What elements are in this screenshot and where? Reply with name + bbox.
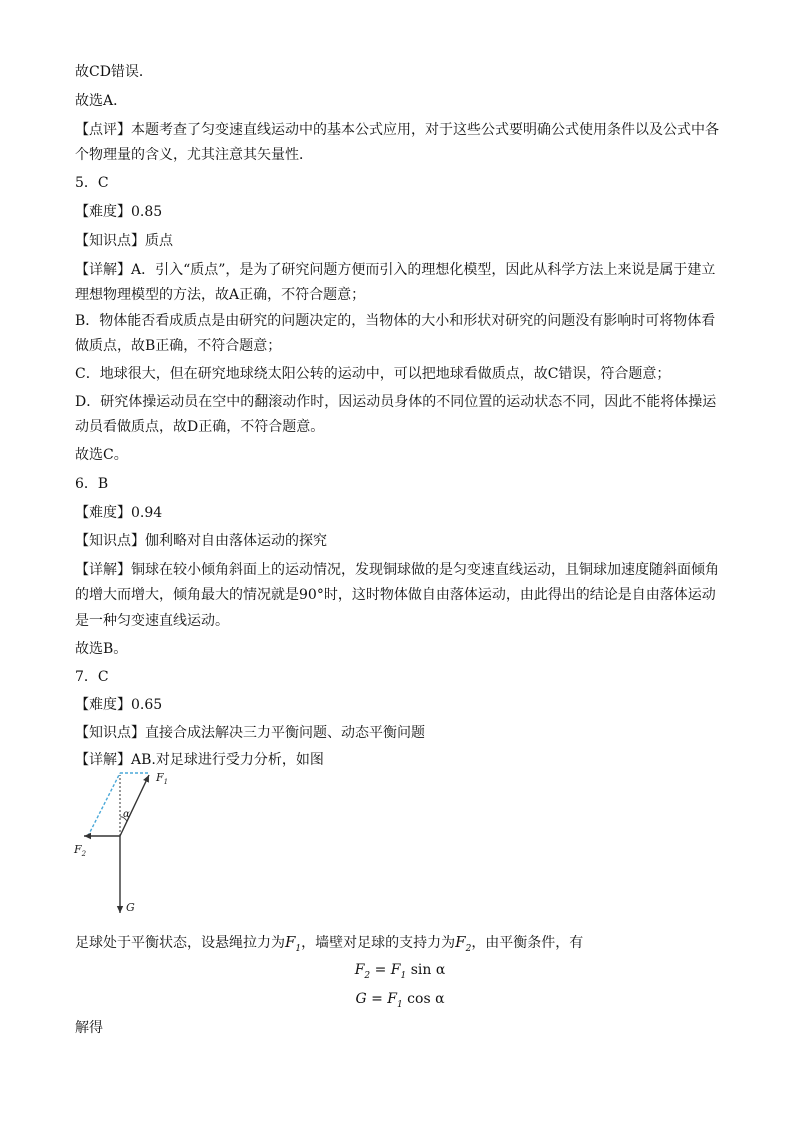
equilibrium-statement bbox=[75, 932, 715, 959]
statement-part1: 足球处于平衡状态，设悬绳拉力为 bbox=[75, 935, 285, 951]
statement-part3: ，由平衡条件，有 bbox=[471, 935, 584, 951]
text-line: 是一种匀变速直线运动。 bbox=[75, 613, 229, 629]
force-diagram bbox=[72, 765, 182, 917]
question-answer: 7．C bbox=[75, 669, 109, 685]
question-answer: 6．B bbox=[75, 476, 109, 492]
text-line: 故选C。 bbox=[75, 447, 128, 463]
var-f2: $F_2$ bbox=[455, 933, 472, 954]
text-line: 做质点，故B正确，不符合题意； bbox=[75, 338, 282, 354]
label-g: G bbox=[126, 901, 135, 914]
label-f1: $F_1$ bbox=[156, 771, 169, 786]
equation-1: $F_2 = F_1$ sin α bbox=[354, 962, 446, 981]
force-f1-arrow bbox=[120, 775, 149, 836]
text-line: 【详解】铜球在较小倾角斜面上的运动情况，发现铜球做的是匀变速直线运动，且铜球加速度随斜面倾角 bbox=[75, 562, 719, 578]
knowledge-point-line: 【知识点】伽利略对自由落体运动的探究 bbox=[75, 533, 327, 549]
var-f1: $F_1$ bbox=[285, 933, 302, 954]
text-line: 的增大而增大，倾角最大的情况就是90°时，这时物体做自由落体运动，由此得出的结论是自由落体运动 bbox=[75, 587, 716, 603]
label-f2: $F_2$ bbox=[74, 843, 87, 858]
text-line: D．研究体操运动员在空中的翻滚动作时，因运动员身体的不同位置的运动状态不同，因此不能将体操运 bbox=[75, 394, 717, 410]
text-line: 动员看做质点，故D正确，不符合题意。 bbox=[75, 419, 325, 435]
text-line: 【点评】本题考查了匀变速直线运动中的基本公式应用，对于这些公式要明确公式使用条件以及公式中各 bbox=[75, 122, 719, 138]
text-line: 故选A． bbox=[75, 93, 128, 109]
text-line: 解得 bbox=[75, 1020, 103, 1036]
text-line: 个物理量的含义，尤其注意其矢量性． bbox=[75, 147, 313, 163]
difficulty-line: 【难度】0.85 bbox=[75, 204, 163, 220]
text-line: 故选B。 bbox=[75, 641, 128, 657]
difficulty-line: 【难度】0.94 bbox=[75, 505, 163, 521]
text-line: 理想物理模型的方法，故A正确，不符合题意； bbox=[75, 287, 366, 303]
text-line: 【详解】AB.对足球进行受力分析，如图 bbox=[75, 752, 324, 768]
knowledge-point-line: 【知识点】直接合成法解决三力平衡问题、动态平衡问题 bbox=[75, 725, 425, 741]
question-answer: 5．C bbox=[75, 175, 109, 191]
knowledge-point-line: 【知识点】质点 bbox=[75, 233, 173, 249]
text-line: 故CD错误． bbox=[75, 64, 153, 80]
text-line: 【详解】A．引入“质点”，是为了研究问题方便而引入的理想化模型，因此从科学方法上来说是属于建立 bbox=[75, 262, 716, 278]
label-alpha: α bbox=[123, 809, 130, 820]
equation-2: $G = F_1$ cos α bbox=[355, 991, 445, 1010]
difficulty-line: 【难度】0.65 bbox=[75, 697, 163, 713]
text-line: C．地球很大，但在研究地球绕太阳公转的运动中，可以把地球看做质点，故C错误，符合题意； bbox=[75, 366, 671, 382]
dashed-side-left bbox=[88, 773, 120, 836]
statement-part2: ，墙壁对足球的支持力为 bbox=[301, 935, 456, 951]
text-line: B．物体能否看成质点是由研究的问题决定的，当物体的大小和形状对研究的问题没有影响时可将物体看 bbox=[75, 313, 716, 329]
